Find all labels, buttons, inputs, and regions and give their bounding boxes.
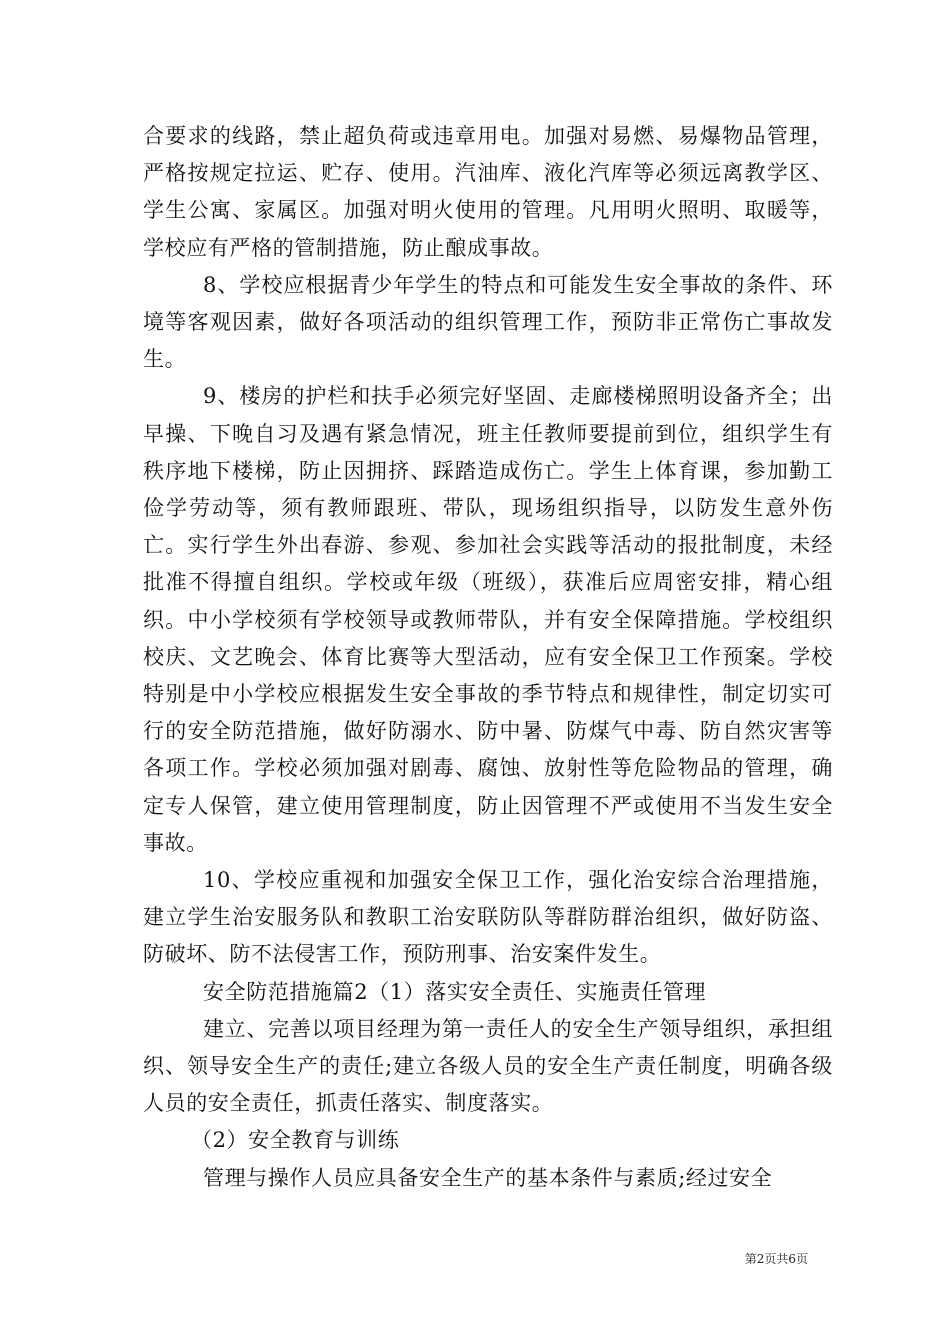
paragraph-continuation: 合要求的线路，禁止超负荷或违章用电。加强对易燃、易爆物品管理，严格按规定拉运、贮存、使用。汽油库、液化汽库等必须远离教学区、学生公寓、家属区。加强对明火使用的管理。凡用明火照明、取暖等，学校应有严格的管制措施，防止酿成事故。 [143, 124, 833, 260]
paragraph-responsibility: 建立、完善以项目经理为第一责任人的安全生产领导组织，承担组织、领导安全生产的责任;建立各级人员的安全生产责任制度，明确各级人员的安全责任，抓责任落实、制度落实。 [143, 1016, 833, 1116]
page-number-footer: 第2页共6页 [744, 1252, 808, 1266]
document-body [143, 118, 833, 1197]
paragraph-item-8: 8、学校应根据青少年学生的特点和可能发生安全事故的条件、环境等客观因素，做好各项活动的组织管理工作，预防非正常伤亡事故发生。 [143, 272, 833, 372]
paragraph-item-9: 9、楼房的护栏和扶手必须完好坚固、走廊楼梯照明设备齐全；出早操、下晚自习及遇有紧急情况，班主任教师要提前到位，组织学生有秩序地下楼梯，防止因拥挤、踩踏造成伤亡。学生上体育课，参加勤工俭学劳动等，须有教师跟班、带队，现场组织指导，以防发生意外伤亡。实行学生外出春游、参观、参加社会实践等活动的报批制度，未经批准不得擅自组织。学校或年级（班级），获准后应周密安排，精心组织。中小学校须有学校领导或教师带队，并有安全保障措施。学校组织校庆、文艺晚会、体育比赛等大型活动，应有安全保卫工作预案。学校特别是中小学校应根据发生安全事故的季节特点和规律性，制定切实可行的安全防范措施，做好防溺水、防中暑、防煤气中毒、防自然灾害等各项工作。学校必须加强对剧毒、腐蚀、放射性等危险物品的管理，确定专人保管，建立使用管理制度，防止因管理不严或使用不当发生安全事故。 [143, 384, 833, 855]
subheading-safety-education: （2）安全教育与训练 [191, 1128, 400, 1153]
paragraph-item-10: 10、学校应重视和加强安全保卫工作，强化治安综合治理措施，建立学生治安服务队和教职工治安联防队等群防群治组织，做好防盗、防破坏、防不法侵害工作，预防刑事、治安案件发生。 [143, 868, 833, 967]
section-heading-part-2: 安全防范措施篇2（1）落实安全责任、实施责任管理 [203, 979, 707, 1004]
paragraph-safety-education: 管理与操作人员应具备安全生产的基本条件与素质;经过安全 [203, 1165, 773, 1190]
